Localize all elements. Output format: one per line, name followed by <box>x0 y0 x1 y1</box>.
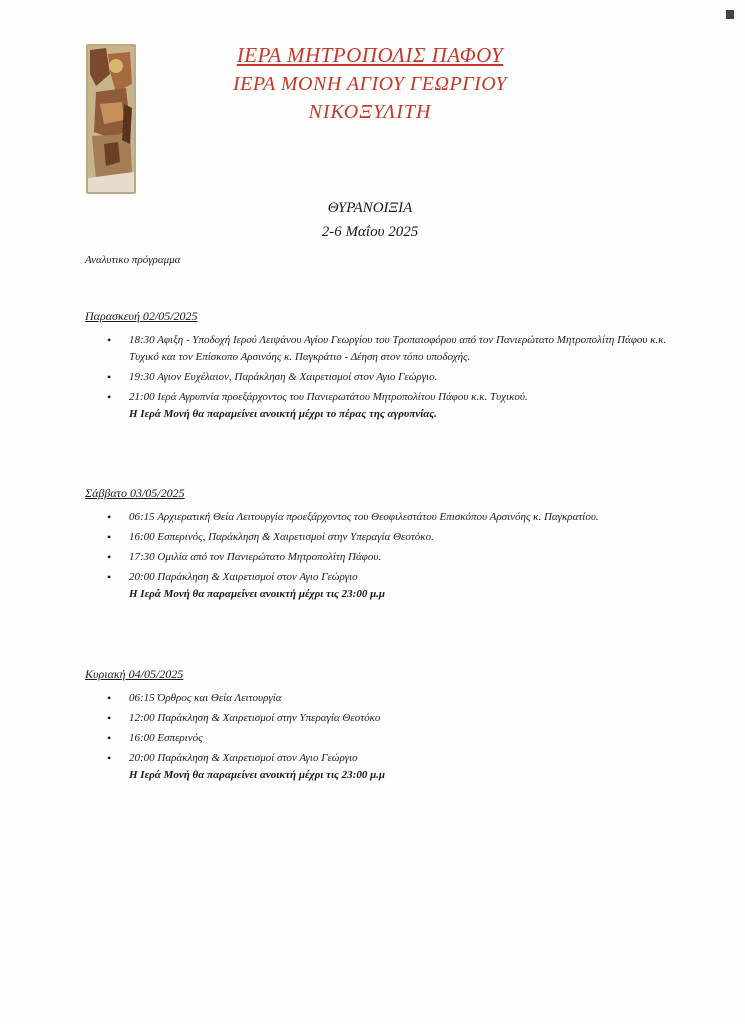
list-item <box>85 730 669 747</box>
item-text: 17:30 Ομιλία από τον Πανιερώτατο Μητροπολίτη Πάφου. <box>129 551 382 563</box>
item-text: 18:30 Αφιξη - Υποδοχή Ιερού Λειψάνου Αγίου Γεωργίου του Τροπαιοφόρου από τον Πανιερώτατο Μητροπολίτη Πάφου κ.κ. Τυχικό και τον Επίσκοπο Αρσινόης κ. Παγκράτιο - Δέηση στον τόπο υποδοχής. <box>129 334 667 363</box>
list-item <box>85 389 669 423</box>
item-text: 06:15 Αρχιερατική Θεία Λειτουργία προεξάρχοντος του Θεοφιλεστάτου Επισκόπου Αρσινόης κ. Παγκρατίου. <box>129 511 599 523</box>
list-item <box>85 369 669 386</box>
schedule-list <box>85 509 685 603</box>
list-item <box>85 750 669 784</box>
event-title-block <box>270 196 470 244</box>
bullet-icon: • <box>107 550 112 564</box>
list-item <box>85 332 669 366</box>
program-subtitle: Αναλυτικο πρόγραμμα <box>85 254 181 266</box>
day-heading: Κυριακή 04/05/2025 <box>85 667 184 681</box>
bullet-icon: • <box>107 390 112 404</box>
item-text: 20:00 Παράκληση & Χαιρετισμοί στον Αγιο Γεώργιο <box>129 752 358 764</box>
day-section-sunday <box>85 667 685 787</box>
header-line-metropolis: ΙΕΡΑ ΜΗΤΡΟΠΟΛΙΣ ΠΑΦΟΥ <box>236 43 504 67</box>
day-heading: Σάββατο 03/05/2025 <box>85 486 185 500</box>
schedule-list <box>85 332 685 423</box>
schedule-list <box>85 690 685 784</box>
bullet-icon: • <box>107 530 112 544</box>
header-line-name: ΝΙΚΟΞΥΛΙΤΗ <box>308 101 432 123</box>
list-item <box>85 529 669 546</box>
item-text: 06:15 Όρθρος και Θεία Λειτουργία <box>129 692 282 704</box>
item-text: 19:30 Αγιον Ευχέλαιον, Παράκληση & Χαιρετισμοί στον Αγιο Γεώργιο. <box>129 371 438 383</box>
item-text: 21:00 Ιερά Αγρυπνία προεξάρχοντος του Πανιερωτάτου Μητροπολίτου Πάφου κ.κ. Τυχικού. <box>129 391 528 403</box>
corner-mark <box>726 10 734 19</box>
item-note: Η Ιερά Μονή θα παραμείνει ανοικτή μέχρι το πέρας της αγρυπνίας. <box>129 408 437 420</box>
day-section-friday <box>85 309 685 426</box>
item-text: 16:00 Εσπερινός, Παράκληση & Χαιρετισμοί στην Υπεραγία Θεοτόκο. <box>129 531 434 543</box>
list-item <box>85 690 669 707</box>
bullet-icon: • <box>107 370 112 384</box>
bullet-icon: • <box>107 510 112 524</box>
bullet-icon: • <box>107 691 112 705</box>
event-title: ΘΥΡΑΝΟΙΞΙΑ <box>327 200 413 216</box>
item-text: 16:00 Εσπερινός <box>129 732 203 744</box>
bullet-icon: • <box>107 711 112 725</box>
bullet-icon: • <box>107 751 112 765</box>
bullet-icon: • <box>107 333 112 347</box>
item-text: 20:00 Παράκληση & Χαιρετισμοί στον Αγιο Γεώργιο <box>129 571 358 583</box>
item-note: Η Ιερά Μονή θα παραμείνει ανοικτή μέχρι τις 23:00 μ.μ <box>129 769 386 781</box>
header-line-monastery: ΙΕΡΑ ΜΟΝΗ ΑΓΙΟΥ ΓΕΩΡΓΙΟΥ <box>233 73 507 95</box>
list-item <box>85 509 669 526</box>
list-item <box>85 569 669 603</box>
bullet-icon: • <box>107 570 112 584</box>
item-note: Η Ιερά Μονή θα παραμείνει ανοικτή μέχρι τις 23:00 μ.μ <box>129 588 386 600</box>
header <box>200 40 540 126</box>
day-section-saturday <box>85 486 685 606</box>
list-item <box>85 710 669 727</box>
list-item <box>85 549 669 566</box>
day-heading: Παρασκευή 02/05/2025 <box>85 309 198 323</box>
saint-george-icon <box>86 44 136 194</box>
bullet-icon: • <box>107 731 112 745</box>
event-dates: 2-6 Μαΐου 2025 <box>321 224 419 240</box>
item-text: 12:00 Παράκληση & Χαιρετισμοί στην Υπεραγία Θεοτόκο <box>129 712 381 724</box>
